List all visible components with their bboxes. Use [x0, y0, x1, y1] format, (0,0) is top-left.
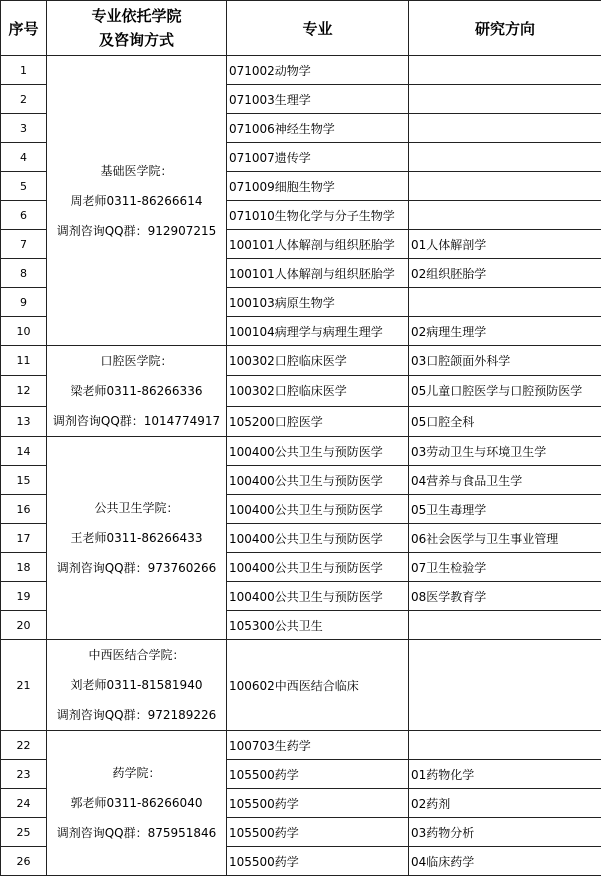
college-cell — [47, 731, 227, 876]
row-number: 24 — [1, 789, 47, 818]
major-cell: 105500药学 — [227, 789, 409, 818]
row-number: 5 — [1, 172, 47, 201]
row-number: 3 — [1, 114, 47, 143]
row-number: 19 — [1, 582, 47, 611]
direction-cell — [409, 640, 601, 731]
table-row — [1, 640, 601, 731]
row-number: 2 — [1, 85, 47, 114]
direction-cell: 03口腔颌面外科学 — [409, 346, 601, 376]
header-seq: 序号 — [1, 1, 47, 56]
college-name: 公共卫生学院： — [94, 501, 179, 515]
major-cell: 100400公共卫生与预防医学 — [227, 582, 409, 611]
direction-cell — [409, 143, 601, 172]
major-cell: 071010生物化学与分子生物学 — [227, 201, 409, 230]
college-name: 口腔医学院： — [100, 354, 173, 368]
row-number: 1 — [1, 56, 47, 85]
row-number: 22 — [1, 731, 47, 760]
row-number: 16 — [1, 495, 47, 524]
major-cell: 105500药学 — [227, 847, 409, 876]
table-row — [1, 56, 601, 85]
header-row — [1, 1, 601, 56]
major-cell: 105300公共卫生 — [227, 611, 409, 640]
college-cell — [47, 437, 227, 640]
direction-cell: 08医学教育学 — [409, 582, 601, 611]
major-cell: 071007遗传学 — [227, 143, 409, 172]
row-number: 25 — [1, 818, 47, 847]
row-number: 14 — [1, 437, 47, 466]
major-cell: 100400公共卫生与预防医学 — [227, 524, 409, 553]
direction-cell — [409, 201, 601, 230]
row-number: 17 — [1, 524, 47, 553]
college-contact: 郭老师0311-86266040 — [70, 796, 203, 810]
direction-cell: 02病理生理学 — [409, 317, 601, 346]
direction-cell — [409, 172, 601, 201]
college-contact: 周老师0311-86266614 — [70, 193, 203, 208]
direction-cell — [409, 85, 601, 114]
direction-cell — [409, 56, 601, 85]
major-cell: 105200口腔医学 — [227, 406, 409, 436]
direction-cell: 04临床药学 — [409, 847, 601, 876]
major-cell: 100302口腔临床医学 — [227, 376, 409, 406]
table-row — [1, 346, 601, 376]
direction-cell — [409, 611, 601, 640]
college-name: 中西医结合学院： — [88, 648, 185, 662]
direction-cell: 03药物分析 — [409, 818, 601, 847]
row-number: 9 — [1, 288, 47, 317]
major-cell: 071006神经生物学 — [227, 114, 409, 143]
row-number: 10 — [1, 317, 47, 346]
major-cell: 071002动物学 — [227, 56, 409, 85]
major-cell: 105500药学 — [227, 818, 409, 847]
row-number: 15 — [1, 466, 47, 495]
direction-cell: 07卫生检验学 — [409, 553, 601, 582]
direction-cell: 02药剂 — [409, 789, 601, 818]
header-college — [47, 1, 227, 56]
college-contact: 刘老师0311-81581940 — [70, 678, 203, 692]
college-qq: 调剂咨询QQ群：972189226 — [56, 708, 217, 722]
college-name: 基础医学院： — [100, 163, 173, 178]
major-cell: 100703生药学 — [227, 731, 409, 760]
row-number: 6 — [1, 201, 47, 230]
major-cell: 100302口腔临床医学 — [227, 346, 409, 376]
college-qq: 调剂咨询QQ群：973760266 — [56, 561, 217, 575]
college-qq: 调剂咨询QQ群：1014774917 — [52, 414, 221, 428]
major-cell: 071009细胞生物学 — [227, 172, 409, 201]
row-number: 13 — [1, 406, 47, 436]
major-cell: 100400公共卫生与预防医学 — [227, 553, 409, 582]
row-number: 21 — [1, 640, 47, 731]
major-cell: 100602中西医结合临床 — [227, 640, 409, 731]
row-number: 20 — [1, 611, 47, 640]
major-cell: 100103病原生物学 — [227, 288, 409, 317]
row-number: 7 — [1, 230, 47, 259]
college-cell — [47, 346, 227, 437]
major-cell: 100400公共卫生与预防医学 — [227, 437, 409, 466]
direction-cell: 02组织胚胎学 — [409, 259, 601, 288]
direction-cell: 01药物化学 — [409, 760, 601, 789]
direction-cell: 05儿童口腔医学与口腔预防医学 — [409, 376, 601, 406]
row-number: 12 — [1, 376, 47, 406]
header-college-line2: 及咨询方式 — [98, 31, 174, 49]
row-number: 4 — [1, 143, 47, 172]
direction-cell — [409, 288, 601, 317]
direction-cell: 05卫生毒理学 — [409, 495, 601, 524]
college-name: 药学院： — [112, 766, 161, 780]
major-cell: 105500药学 — [227, 760, 409, 789]
college-contact: 王老师0311-86266433 — [70, 531, 203, 545]
college-cell — [47, 56, 227, 346]
row-number: 8 — [1, 259, 47, 288]
row-number: 18 — [1, 553, 47, 582]
row-number: 11 — [1, 346, 47, 376]
major-cell: 100101人体解剖与组织胚胎学 — [227, 230, 409, 259]
header-college-line1: 专业依托学院 — [91, 7, 182, 25]
major-cell: 100104病理学与病理生理学 — [227, 317, 409, 346]
direction-cell: 04营养与食品卫生学 — [409, 466, 601, 495]
college-cell — [47, 640, 227, 731]
direction-cell: 01人体解剖学 — [409, 230, 601, 259]
direction-cell — [409, 114, 601, 143]
major-cell: 100400公共卫生与预防医学 — [227, 466, 409, 495]
college-qq: 调剂咨询QQ群：875951846 — [56, 826, 217, 840]
direction-cell: 03劳动卫生与环境卫生学 — [409, 437, 601, 466]
major-cell: 071003生理学 — [227, 85, 409, 114]
row-number: 23 — [1, 760, 47, 789]
header-major: 专业 — [227, 1, 409, 56]
table-row — [1, 437, 601, 466]
direction-cell — [409, 731, 601, 760]
major-cell: 100101人体解剖与组织胚胎学 — [227, 259, 409, 288]
major-cell: 100400公共卫生与预防医学 — [227, 495, 409, 524]
college-contact: 梁老师0311-86266336 — [70, 384, 203, 398]
header-direction: 研究方向 — [409, 1, 601, 56]
direction-cell: 06社会医学与卫生事业管理 — [409, 524, 601, 553]
table-row — [1, 731, 601, 760]
college-qq: 调剂咨询QQ群：912907215 — [56, 223, 217, 238]
row-number: 26 — [1, 847, 47, 876]
direction-cell: 05口腔全科 — [409, 406, 601, 436]
